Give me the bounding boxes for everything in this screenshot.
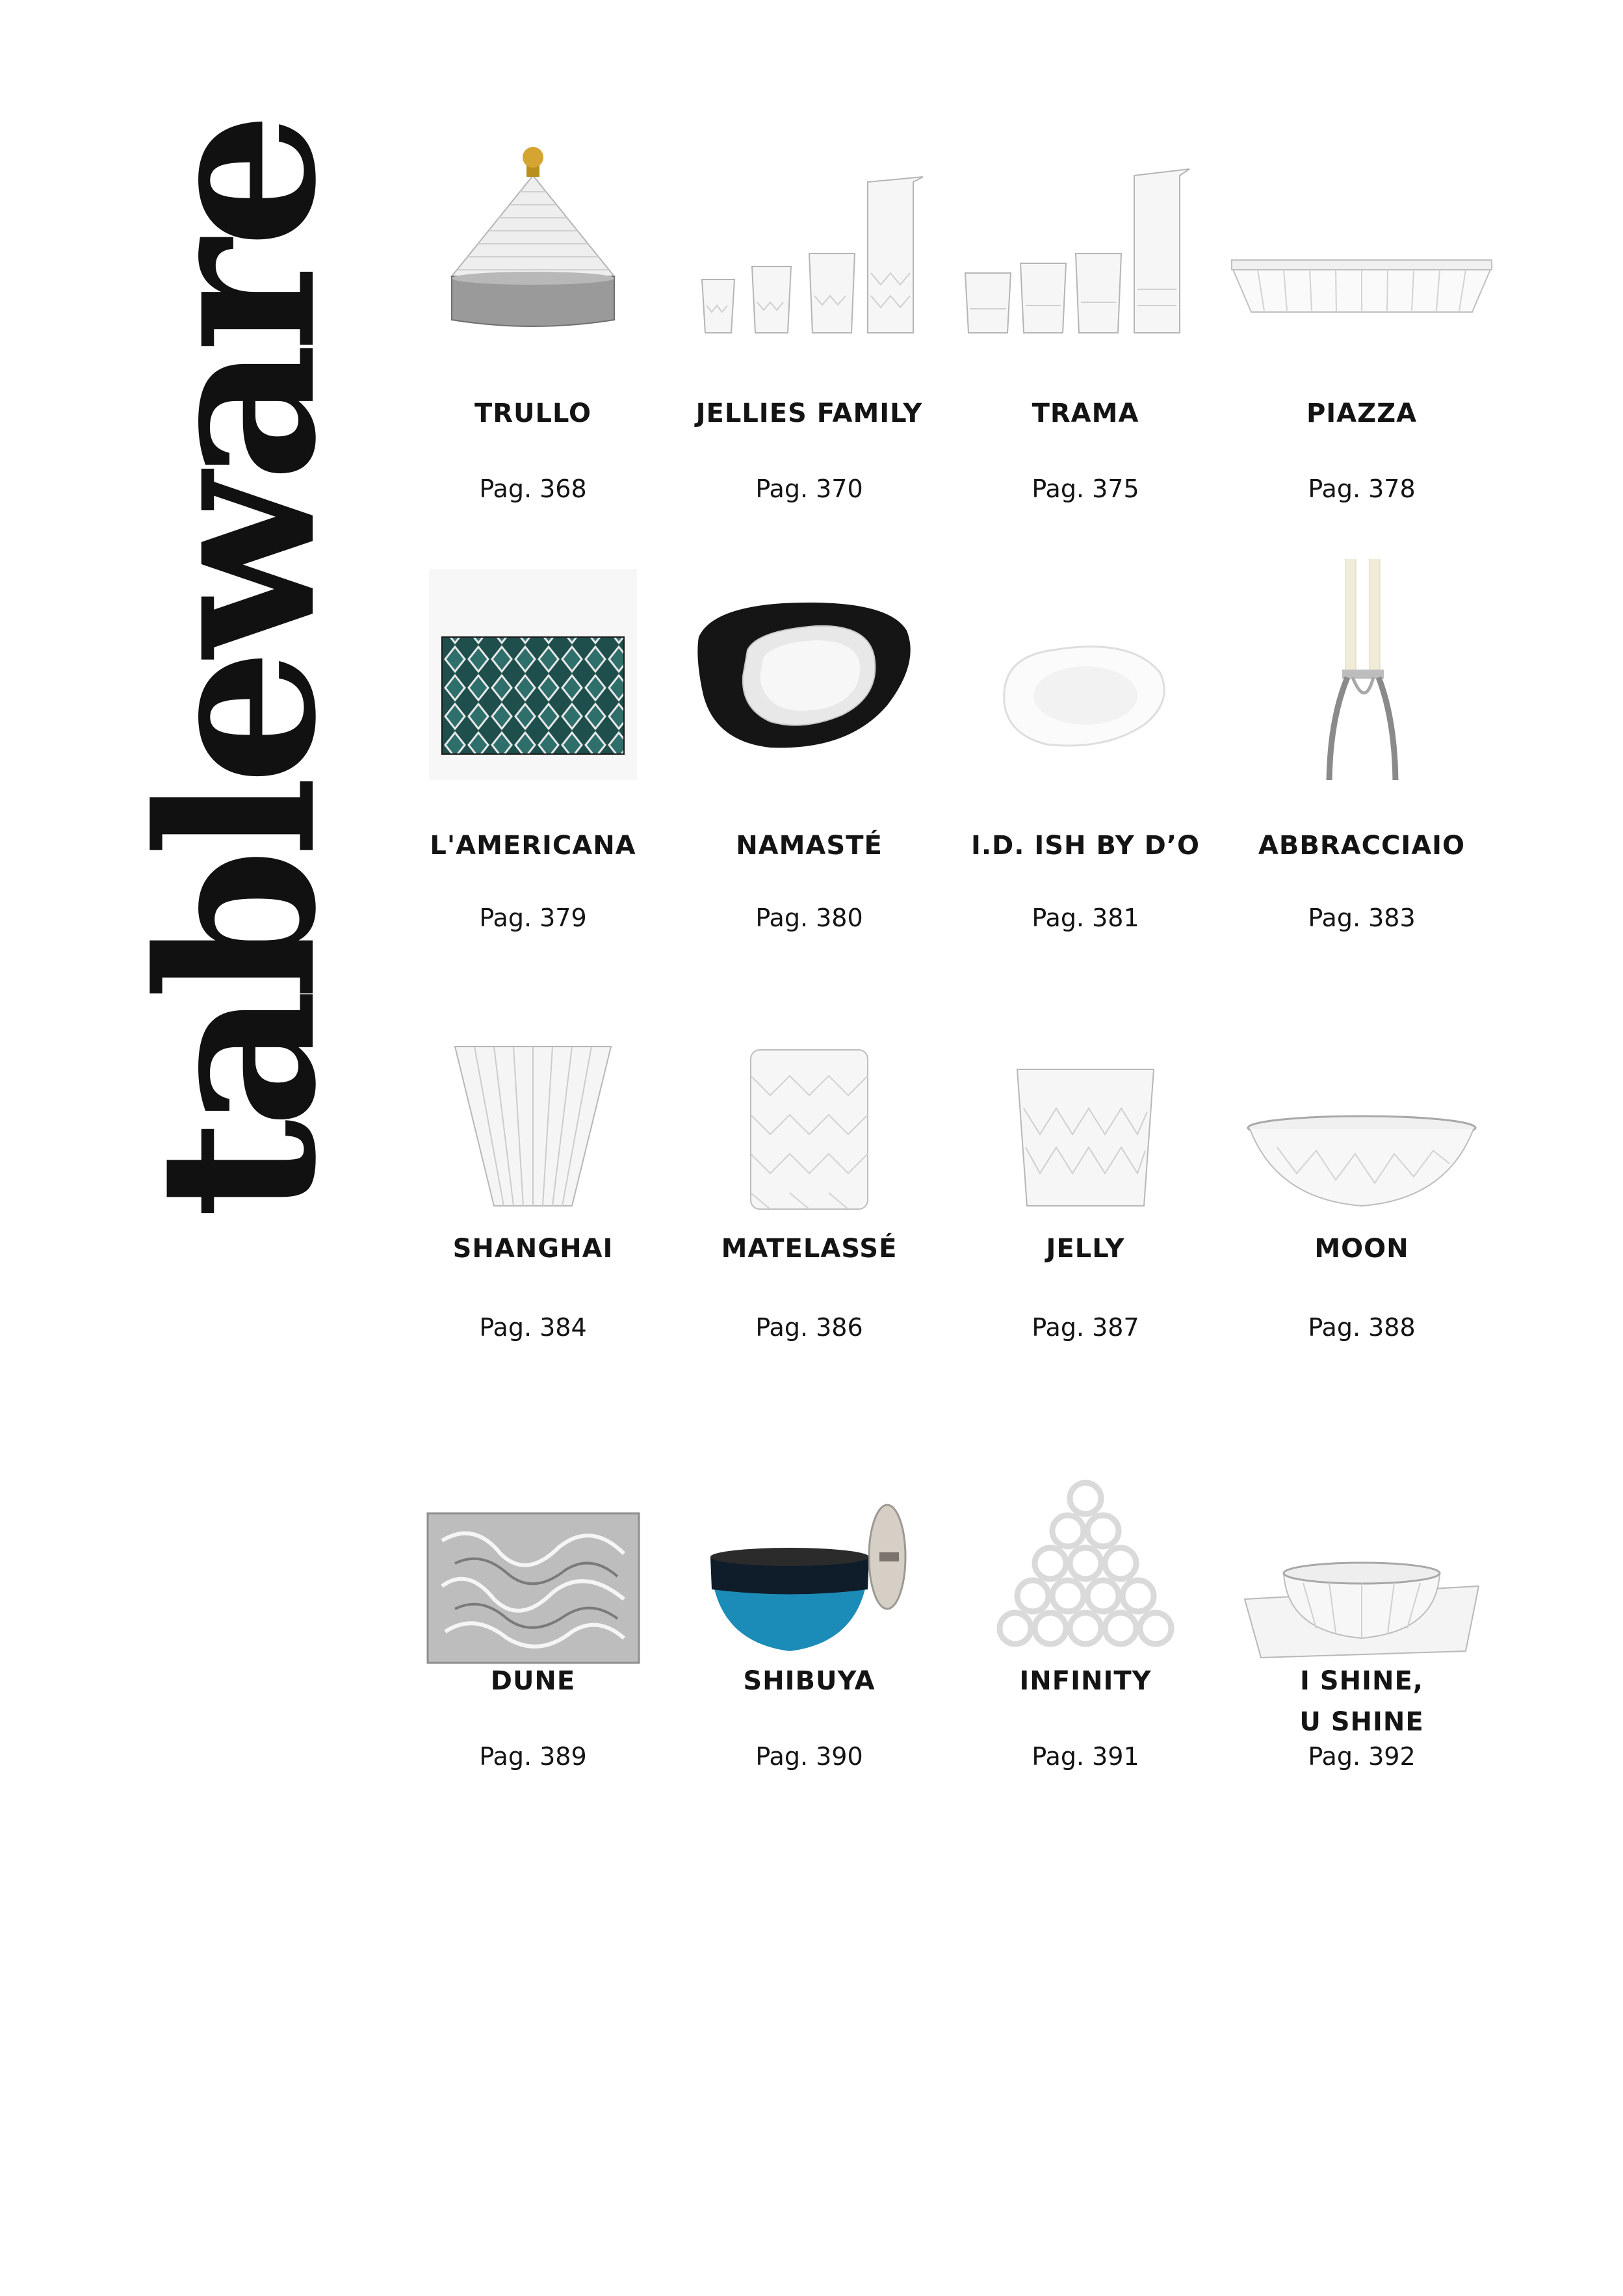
product-name: PIAZZA [1306, 398, 1418, 428]
infinity-bottle-rack-icon [949, 1443, 1222, 1664]
white-bowl-icon [949, 559, 1222, 780]
ishine-bowl-icon [1225, 1443, 1498, 1664]
namaste-plates-icon [673, 559, 946, 780]
trama-glasses-icon [949, 130, 1222, 351]
jellies-glasses-icon [673, 130, 946, 351]
placemat-icon [396, 559, 669, 780]
product-name: MOON [1314, 1234, 1409, 1264]
product-name: NAMASTÉ [736, 831, 883, 861]
page-reference: Pag. 390 [755, 1742, 863, 1771]
page-reference: Pag. 386 [755, 1313, 863, 1342]
product-name: TRULLO [474, 398, 592, 428]
page-reference: Pag. 379 [479, 904, 587, 932]
page-reference: Pag. 375 [1032, 475, 1139, 503]
product-name: JELLIES FAMILY [695, 398, 923, 428]
moon-bowl-icon [1225, 1004, 1498, 1225]
product-name: ABBRACCIAIO [1258, 831, 1466, 861]
product-name: INFINITY [1019, 1666, 1152, 1696]
product-name: I.D. ISH BY D’O [970, 831, 1201, 861]
shibuya-bowl-icon [673, 1443, 946, 1664]
page-reference: Pag. 388 [1308, 1313, 1416, 1342]
page-reference: Pag. 391 [1032, 1742, 1139, 1771]
dune-tray-icon [396, 1443, 669, 1664]
product-name: I SHINE, U SHINE [1299, 1666, 1424, 1737]
page-reference: Pag. 384 [479, 1313, 587, 1342]
product-name: DUNE [490, 1666, 576, 1696]
product-name: JELLY [1046, 1234, 1125, 1264]
page-reference: Pag. 380 [755, 904, 863, 932]
page-reference: Pag. 389 [479, 1742, 587, 1771]
product-name: SHIBUYA [743, 1666, 876, 1696]
quilted-vase-icon [673, 1004, 946, 1225]
product-name: MATELASSÉ [721, 1234, 898, 1264]
jelly-glass-icon [949, 1004, 1222, 1225]
product-name: SHANGHAI [452, 1234, 614, 1264]
piazza-tray-icon [1225, 130, 1498, 351]
vase-icon [396, 1004, 669, 1225]
trullo-container-icon [396, 130, 669, 351]
candlestick-icon [1225, 559, 1498, 780]
product-name: TRAMA [1032, 398, 1139, 428]
page-title-text: tableware [111, 120, 364, 1219]
page-reference: Pag. 370 [755, 475, 863, 503]
page-reference: Pag. 378 [1308, 475, 1416, 503]
product-name: L'AMERICANA [430, 831, 636, 861]
page-reference: Pag. 387 [1032, 1313, 1139, 1342]
page-reference: Pag. 368 [479, 475, 587, 503]
page-reference: Pag. 383 [1308, 904, 1416, 932]
page-reference: Pag. 381 [1032, 904, 1139, 932]
page-reference: Pag. 392 [1308, 1742, 1416, 1771]
